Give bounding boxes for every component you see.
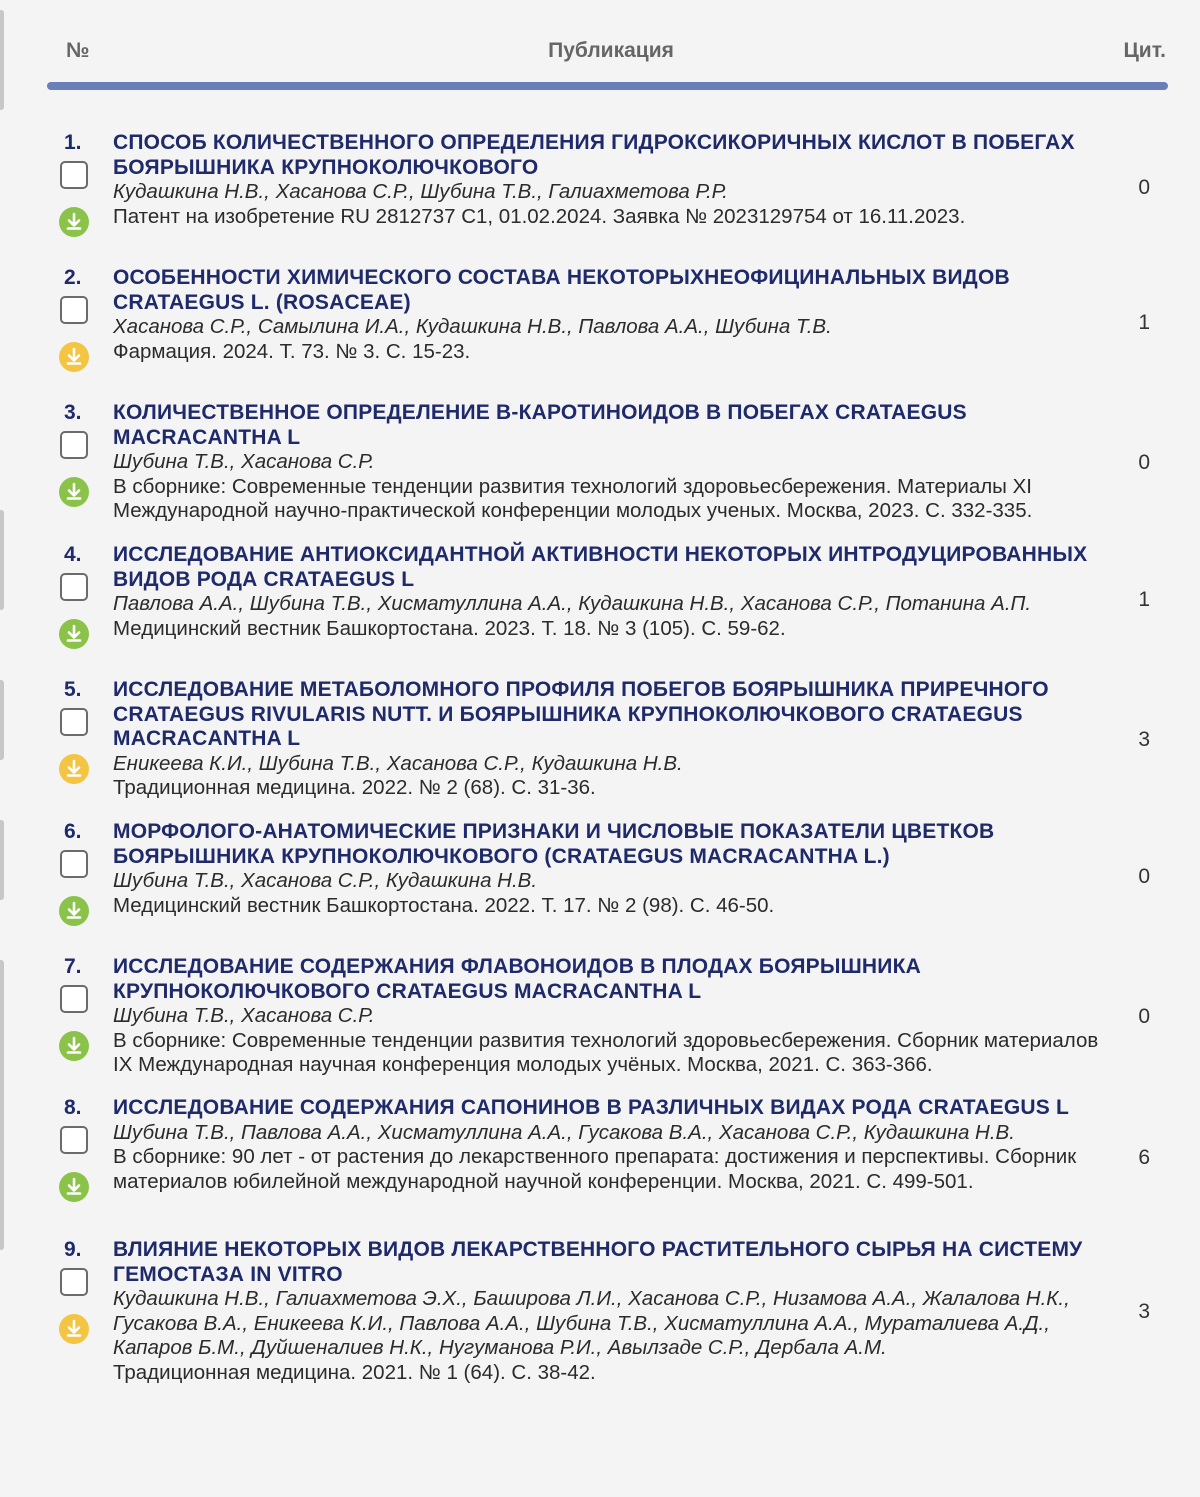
publication-authors: Шубина Т.В., Хасанова С.Р.: [113, 450, 375, 473]
citation-count[interactable]: 3: [1138, 1300, 1150, 1323]
citation-count[interactable]: 3: [1138, 728, 1150, 751]
publication-source: Фармация. 2024. Т. 73. № 3. С. 15-23.: [113, 339, 471, 363]
publication-title-link[interactable]: ИССЛЕДОВАНИЕ АНТИОКСИДАНТНОЙ АКТИВНОСТИ НЕКОТОРЫХ ИНТРОДУЦИРОВАННЫХ ВИДОВ РОДА CRATAEGUS L: [113, 543, 1088, 591]
publication-title-link[interactable]: ИССЛЕДОВАНИЕ СОДЕРЖАНИЯ ФЛАВОНОИДОВ В ПЛОДАХ БОЯРЫШНИКА КРУПНОКОЛЮЧКОВОГО CRATAEGUS MACRACANTHA L: [113, 955, 921, 1003]
citation-count[interactable]: 0: [1138, 865, 1150, 888]
download-icon[interactable]: [59, 207, 89, 237]
select-checkbox[interactable]: [60, 431, 88, 459]
citation-count[interactable]: 1: [1138, 588, 1150, 611]
header-divider: [47, 82, 1168, 90]
citation-count[interactable]: 0: [1138, 1005, 1150, 1028]
publication-title-link[interactable]: ИССЛЕДОВАНИЕ МЕТАБОЛОМНОГО ПРОФИЛЯ ПОБЕГОВ БОЯРЫШНИКА ПРИРЕЧНОГО CRATAEGUS RIVULARIS NUTT. И БОЯРЫШНИКА КРУПНОКОЛЮЧКОВОГО CRATAEGUS MACRACANTHA L: [113, 678, 1049, 750]
row-number: 4.: [64, 543, 82, 566]
publication-source: Традиционная медицина. 2021. № 1 (64). С. 38-42.: [113, 1360, 596, 1384]
download-icon[interactable]: [59, 477, 89, 507]
publication-authors: Хасанова С.Р., Самылина И.А., Кудашкина Н.В., Павлова А.А., Шубина Т.В.: [113, 315, 832, 338]
citation-count[interactable]: 6: [1138, 1146, 1150, 1169]
row-number: 2.: [64, 266, 82, 289]
publication-authors: Кудашкина Н.В., Галиахметова Э.Х., Баширова Л.И., Хасанова С.Р., Низамова А.А., Жалалова Н.К., Гусакова В.А., Еникеева К.И., Павлова А.А., Шубина Т.В., Хисматуллина А.А., Мураталиева А.Д., Капаров Б.М., Дуйшеналиев Н.К., Нугуманова Р.И., Авылзаде С.Р., Дербала А.М.: [113, 1287, 1070, 1359]
publication-entry: [113, 266, 1113, 364]
publication-source: Патент на изобретение RU 2812737 C1, 01.02.2024. Заявка № 2023129754 от 16.11.2023.: [113, 204, 966, 228]
download-icon[interactable]: [59, 754, 89, 784]
select-checkbox[interactable]: [60, 985, 88, 1013]
select-checkbox[interactable]: [60, 1268, 88, 1296]
publication-source: В сборнике: 90 лет - от растения до лекарственного препарата: достижения и перспективы. Сборник материалов юбилейной международной научной конференции. Москва, 2021. С. 499-501.: [113, 1145, 1077, 1193]
scroll-edge-mark: [0, 510, 4, 610]
publication-authors: Шубина Т.В., Хасанова С.Р., Кудашкина Н.В.: [113, 869, 538, 892]
publication-authors: Шубина Т.В., Павлова А.А., Хисматуллина А.А., Гусакова В.А., Хасанова С.Р., Кудашкина Н.В.: [113, 1120, 1015, 1144]
row-number: 7.: [64, 955, 82, 978]
citation-count[interactable]: 0: [1138, 451, 1150, 474]
download-icon[interactable]: [59, 619, 89, 649]
publication-entry: [113, 1096, 1113, 1194]
publication-source: В сборнике: Современные тенденции развития технологий здоровьесбережения. Сборник материалов IX Международная научная конференция молодых учёных. Москва, 2021. С. 363-366.: [113, 1028, 1099, 1076]
publication-title-link[interactable]: МОРФОЛОГО-АНАТОМИЧЕСКИЕ ПРИЗНАКИ И ЧИСЛОВЫЕ ПОКАЗАТЕЛИ ЦВЕТКОВ БОЯРЫШНИКА КРУПНОКОЛЮЧКОВОГО (CRATAEGUS MACRACANTHA L.): [113, 820, 995, 868]
table-header: [0, 0, 1200, 82]
row-number: 3.: [64, 401, 82, 424]
row-number: 8.: [64, 1096, 82, 1119]
scroll-edge-mark: [0, 680, 4, 760]
scroll-edge-mark: [0, 820, 4, 900]
publication-source: Медицинский вестник Башкортостана. 2022. Т. 17. № 2 (98). С. 46-50.: [113, 893, 775, 917]
publication-title-link[interactable]: СПОСОБ КОЛИЧЕСТВЕННОГО ОПРЕДЕЛЕНИЯ ГИДРОКСИКОРИЧНЫХ КИСЛОТ В ПОБЕГАХ БОЯРЫШНИКА КРУПНОКОЛЮЧКОВОГО: [113, 131, 1075, 179]
select-checkbox[interactable]: [60, 296, 88, 324]
publication-title-link[interactable]: ИССЛЕДОВАНИЕ СОДЕРЖАНИЯ САПОНИНОВ В РАЗЛИЧНЫХ ВИДАХ РОДА CRATAEGUS L: [113, 1096, 1070, 1119]
select-checkbox[interactable]: [60, 850, 88, 878]
column-header-number[interactable]: №: [66, 39, 90, 62]
column-header-publication[interactable]: Публикация: [548, 39, 674, 62]
publication-entry: [113, 820, 1113, 918]
publication-entry: [113, 1238, 1113, 1385]
publication-authors: Кудашкина Н.В., Хасанова С.Р., Шубина Т.В., Галиахметова Р.Р.: [113, 180, 728, 203]
select-checkbox[interactable]: [60, 1126, 88, 1154]
publication-entry: [113, 543, 1113, 641]
citation-count[interactable]: 1: [1138, 311, 1150, 334]
row-number: 5.: [64, 678, 82, 701]
publication-title-link[interactable]: КОЛИЧЕСТВЕННОЕ ОПРЕДЕЛЕНИЕ B-КАРОТИНОИДОВ В ПОБЕГАХ CRATAEGUS MACRACANTHA L: [113, 401, 967, 449]
publication-entry: [113, 131, 1113, 229]
row-number: 1.: [64, 131, 82, 154]
download-icon[interactable]: [59, 1314, 89, 1344]
select-checkbox[interactable]: [60, 708, 88, 736]
row-number: 6.: [64, 820, 82, 843]
publication-entry: [113, 955, 1113, 1078]
citation-count[interactable]: 0: [1138, 176, 1150, 199]
publication-entry: [113, 401, 1113, 524]
publication-title-link[interactable]: ВЛИЯНИЕ НЕКОТОРЫХ ВИДОВ ЛЕКАРСТВЕННОГО РАСТИТЕЛЬНОГО СЫРЬЯ НА СИСТЕМУ ГЕМОСТАЗА IN VITRO: [113, 1238, 1083, 1286]
select-checkbox[interactable]: [60, 573, 88, 601]
download-icon[interactable]: [59, 1172, 89, 1202]
publication-authors: Павлова А.А., Шубина Т.В., Хисматуллина А.А., Кудашкина Н.В., Хасанова С.Р., Потанина А.П.: [113, 592, 1032, 615]
download-icon[interactable]: [59, 1031, 89, 1061]
column-header-citations[interactable]: Цит.: [1123, 39, 1166, 62]
download-icon[interactable]: [59, 896, 89, 926]
publication-authors: Еникеева К.И., Шубина Т.В., Хасанова С.Р., Кудашкина Н.В.: [113, 751, 683, 775]
download-icon[interactable]: [59, 342, 89, 372]
publication-source: Традиционная медицина. 2022. № 2 (68). С. 31-36.: [113, 776, 596, 799]
row-number: 9.: [64, 1238, 82, 1261]
select-checkbox[interactable]: [60, 161, 88, 189]
publication-title-link[interactable]: ОСОБЕННОСТИ ХИМИЧЕСКОГО СОСТАВА НЕКОТОРЫХНЕОФИЦИНАЛЬНЫХ ВИДОВ CRATAEGUS L. (ROSACEAE): [113, 266, 1010, 314]
publication-source: Медицинский вестник Башкортостана. 2023. Т. 18. № 3 (105). С. 59-62.: [113, 616, 786, 640]
scroll-edge-mark: [0, 960, 4, 1250]
publication-authors: Шубина Т.В., Хасанова С.Р.: [113, 1004, 375, 1027]
publication-source: В сборнике: Современные тенденции развития технологий здоровьесбережения. Материалы XI Международной научно-практической конференции молодых ученых. Москва, 2023. С. 332-335.: [113, 474, 1033, 522]
publication-entry: [113, 678, 1113, 801]
